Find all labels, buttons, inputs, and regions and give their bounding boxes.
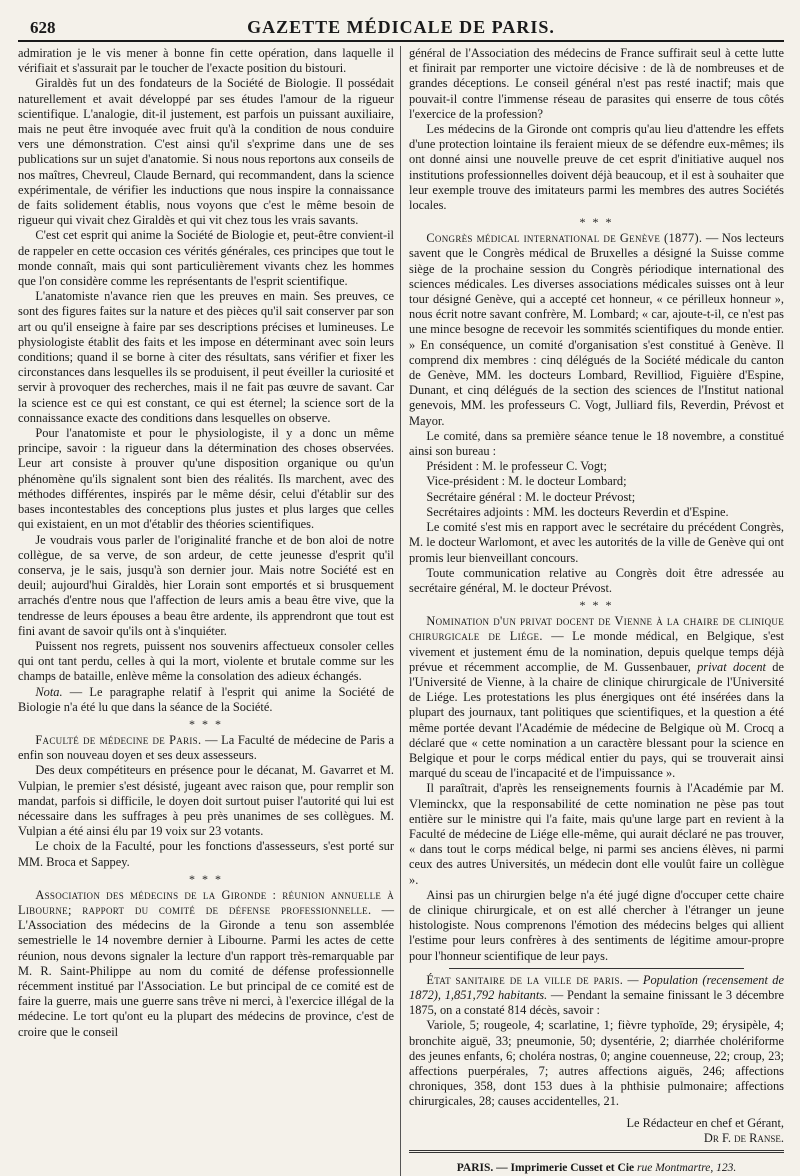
page-header: [18, 14, 784, 42]
section-etat-sanitaire: [409, 973, 784, 1019]
section-separator: * * *: [189, 716, 223, 731]
nota-paragraph: [18, 685, 394, 715]
section-text: — La Faculté de médecine de Paris a enfin son nouveau doyen et ses deux assesseurs.: [18, 732, 394, 763]
population-value: 1,851,792 habitants.: [444, 987, 548, 1002]
section-title: Congrès médical international de Genève (1877).: [426, 231, 703, 246]
section-nomination: [409, 614, 784, 781]
paragraph: Je voudrais vous parler de l'originalité franche et de bon aloi de notre collègue, de sa verve, de son ardeur, de cette jeunesse d'esprit qu'il conserva, je le sais, jusqu'à son dernier jour. Mais notre Société est en deuil; aujourd'hui Giraldès, hier Lorain sont emportés et si brusquement arrachés d'entre nous que l'affection de leurs amis a beau être vive, que la tendresse de leurs épouses a beau être ardente, ils apprendront que tout est fini avant de savoir qu'ils ont à s'inquiéter.: [18, 532, 394, 638]
bureau-member: Président : M. le professeur C. Vogt;: [426, 459, 607, 474]
right-column: [401, 46, 784, 1176]
paragraph: Giraldès fut un des fondateurs de la Société de Biologie. Il possédait naturellement et avait développé par ses études l'amour de la rigueur scientifique. L'analogie, dit-il justement, est parfois un puissant auxiliaire, mais ne peut être invoquée avec fruit qu'à la condition de nous conduire vers une démonstration. C'est ainsi qu'il s'exprime dans une de ses publications sur un sujet d'anatomie. Si nous nous reportons aux conseils de nos maîtres, Chevreul, Claude Bernard, qui recommandent, dans la science expérimentale, de vérifier les inductions que nous inspire la connaissance de faits solidement établis, nous voyons que c'est le même besoin de rigueur qui vivait chez Giraldès et qui vit chez tous les vrais savants.: [18, 76, 394, 228]
footer-rule: [409, 1150, 784, 1153]
section-separator: * * *: [189, 871, 223, 886]
paragraph: Les médecins de la Gironde ont compris qu'au lieu d'attendre les effets d'une protection lointaine ils feraient mieux de se défendre eux-mêmes; ils ont donné ainsi une nouvelle preuve de cet esprit d'initiative auquel nos institutions professionnelles doivent déjà beaucoup, et il est à souhaiter que leur exemple trouve des imitateurs parmi les membres des autres Sociétés locales.: [409, 122, 784, 213]
section-gironde: [18, 888, 394, 1040]
section-text: de l'Université de Vienne, à la chaire de clinique chirurgicale de l'Université de Liége. Les protestations les plus énergiques ont été insérées dans la plupart des journaux, tant politiques que scientifiques, et la question a été même portée devant l'Académie de médecine de Belgique où M. Crocq a déclaré que « cette nomination a un caractère blessant pour la science en Belgique et pour le corps médical entier du pays, qui se trouverait ainsi marqué du sceau de l'incapacité et de l'impuissance ».: [409, 659, 784, 781]
paragraph: Variole, 5; rougeole, 4; scarlatine, 1; fièvre typhoïde, 29; érysipèle, 4; bronchite aiguë, 33; pneumonie, 50; dysentérie, 2; diarrhée cholériforme des jeunes enfants, 6; choléra nostras, 0; angine couenneuse, 22; croup, 23; affections puerpérales, 7; autres affections aiguës, 246; affections chroniques, 358, dont 153 dues à la phthisie pulmonaire; affections chirurgicales, 28; causes accidentelles, 21.: [409, 1018, 784, 1109]
section-rule: [449, 968, 744, 969]
section-text: — Pendant la semaine finissant le 3 décembre 1875, on a constaté 814 décès, savoir :: [409, 987, 784, 1018]
bureau-member: Secrétaires adjoints : MM. les docteurs Reverdin et d'Espine.: [426, 504, 729, 519]
printer-imprint: [409, 1161, 784, 1176]
section-separator: * * *: [579, 598, 614, 613]
section-text: — L'Association des médecins de la Gironde a tenu son assemblée semestrielle le 14 novembre dernier à Libourne. Parmi les actes de cette réunion, nous devons signaler la lecture d'un rapport très-remarquable par M. R. Saint-Philippe au nom du comité de défense professionnelle récemment institué par l'Association. Le but principal de ce comité est de faire la guerre, mais une guerre sans trêve ni merci, à l'exercice illégal de la médecine. Le tort qu'ont eu la plupart des médecins de province, c'est de croire que le conseil: [18, 902, 394, 1039]
paragraph: Le comité, dans sa première séance tenue le 18 novembre, a constitué ainsi son bureau :: [409, 428, 784, 459]
paragraph: Toute communication relative au Congrès doit être adressée au secrétaire général, M. le docteur Prévost.: [409, 565, 784, 595]
nota-text: — Le paragraphe relatif à l'esprit qui anime la Société de Biologie n'a été lu que dans la séance de la Société.: [18, 684, 394, 714]
paragraph: Le comité s'est mis en rapport avec le secrétaire du précédent Congrès, M. le docteur Warlomont, et avec les autorités de la ville de Genève qui ont promis leur bienveillant concours.: [409, 520, 784, 565]
signature-name: Dr F. de Ranse.: [703, 1130, 784, 1145]
section-congres: [409, 231, 784, 429]
section-text-italic: privat docent: [697, 659, 767, 674]
bureau-member: Secrétaire général : M. le docteur Prévost;: [426, 489, 636, 504]
section-text: — Nos lecteurs savent que le Congrès médical de Bruxelles a désigné la Suisse comme siège de la prochaine session du Congrès périodique international des sciences médicales. Les diverses associations médicales suisses ont à leur tour désigné Genève, qui a accepté cet honneur, « ce périlleux honneur », nous écrit notre savant confrère, M. Lombard; « car, ajoute-t-il, ce n'est pas une mince besogne de recevoir les sommités scientifiques du monde entier. » En conséquence, un comité d'organisation s'est constitué à Genève. Il comprend dix membres : cinq délégués de la Société médicale du canton de Genève, MM. les docteurs Lombard, Revilliod, Figuière d'Espine, Dunant, et cinq délégués de la section des sciences de l'Institut national genevois, MM. les professeurs C. Vogt, Julliard fils, Reverdin, Prévost et Mayor.: [409, 231, 784, 428]
printer-address: rue Montmartre, 123.: [634, 1161, 737, 1174]
page-number: 628: [30, 18, 56, 37]
signature-block: [409, 1116, 784, 1146]
population-label: — Population (recensement de 1872),: [409, 972, 784, 1002]
paragraph: Pour l'anatomiste et pour le physiologiste, il y a donc un même principe, savoir : la rigueur dans la détermination des choses observées. Leur art consiste à prouver qu'une disposition organique ou qu'un phénomène qu'ils signalent sont bien des réalités. Ils marchent, avec des méthodes différentes, inspirés par le même désir, celui d'établir sur des bases incontestables des conceptions plus justes et plus larges que celles qui existaient, en un mot d'établir des théories scientifiques.: [18, 426, 394, 532]
paragraph: C'est cet esprit qui anime la Société de Biologie et, peut-être convient-il de rappeler en cette occasion ces vérités générales, ces principes que tout le monde connaît, mais qui sont particulièrement vivants chez les hommes que l'on considère comme les représentants de l'esprit scientifique.: [18, 228, 394, 289]
bureau-member: Vice-président : M. le docteur Lombard;: [426, 474, 627, 489]
section-faculte: [18, 733, 394, 763]
two-column-body: [18, 46, 784, 1176]
paragraph: Le choix de la Faculté, pour les fonctions d'assesseurs, s'est porté sur MM. Broca et Sappey.: [18, 839, 394, 869]
paragraph: Des deux compétiteurs en présence pour le décanat, M. Gavarret et M. Vulpian, le premier s'est désisté, jugeant avec raison que, pour remplir son mandat, parfois si difficile, le doyen doit surtout puiser l'autorité qui lui est nécessaire dans les suffrages à peu près unanimes de ses collègues. M. Vulpian a été ainsi élu par 19 voix sur 23 votants.: [18, 763, 394, 839]
section-separator: * * *: [579, 215, 614, 230]
section-title: Faculté de médecine de Paris.: [35, 732, 202, 747]
section-title: État sanitaire de la ville de paris.: [426, 972, 624, 987]
section-title: Association des médecins de la Gironde : réunion annuelle à Libourne; rapport du comité de défense professionnelle.: [18, 887, 394, 917]
paragraph: Puissent nos regrets, puissent nos souvenirs affectueux consoler celles qui ont tant perdu, celles à qui la mort, violente et brutale comme sur les champs de bataille, enlève même la consolation des adieux échangés.: [18, 638, 394, 684]
paragraph: général de l'Association des médecins de France suffirait seul à cette lutte et finirait par remporter une victoire décisive : de là de nombreuses et de grandes déceptions. Le conseil général n'est pas resté inactif; mais que pouvait-il contre l'immense réseau de parasites qui enserre de tous côtés l'exercice de la profession?: [409, 46, 784, 121]
paragraph: admiration je le vis mener à bonne fin cette opération, dans laquelle il vérifiait et s'assurait par le toucher de l'exacte position du bistouri.: [18, 46, 394, 76]
nota-label: Nota.: [35, 684, 63, 699]
paragraph: Ainsi pas un chirurgien belge n'a été jugé digne d'occuper cette chaire de clinique chirurgicale, et on est allé chercher à l'étranger un jeune histologiste. Nous comprenons l'émotion des médecins belges qui allient l'estime pour leurs confrères à des sentiments de légitime amour-propre pour l'honneur scientifique de leur pays.: [409, 887, 784, 963]
paragraph: Il paraîtrait, d'après les renseignements fournis à l'Académie par M. Vleminckx, que la responsabilité de cette nomination ne pèse pas tout entière sur le ministre qui l'a faite, mais qu'une large part en revient à la Faculté de médecine de Liége elle-même, qui aurait déclaré ne pas trouver, « dans tout le corps médical belge, ni parmi ses anciens élèves, ni parmi ceux des autres Universités, un médecin dont elle voulût faire un collègue ».: [409, 781, 784, 887]
section-title: Nomination d'un privat docent de Vienne à la chaire de clinique chirurgicale de Liége.: [409, 614, 784, 644]
printer-name: PARIS. — Imprimerie Cusset et Cie: [456, 1161, 635, 1174]
paragraph: L'anatomiste n'avance rien que les preuves en main. Ses preuves, ce sont des figures faites sur la nature et des pièces qu'il sait conserver par son art ou qu'il enseigne à faire par ses descriptions précises et lumineuses. Le physiologiste établit des faits et les impose en déterminant avec soin leurs conditions; quand il se borne à citer des résultats, sans vérifier et fixer les circonstances dans lesquelles ils se produisent, il peut éveiller la curiosité et servir à provoquer des recherches, mais il ne fait pas œuvre de savant. Car la science est ce qui est constant, ce qui est éternel; la science sort de la connaissance exacte des conditions dans lesquelles on observe.: [18, 289, 394, 425]
journal-title: GAZETTE MÉDICALE DE PARIS.: [247, 17, 555, 37]
section-text: — Le monde médical, en Belgique, s'est vivement et justement ému de la nomination, depuis quelque temps déjà prévue et récemment accomplie, de M. Gussenbauer,: [409, 629, 784, 674]
left-column: [18, 46, 401, 1176]
signature-role: Le Rédacteur en chef et Gérant,: [626, 1115, 784, 1130]
